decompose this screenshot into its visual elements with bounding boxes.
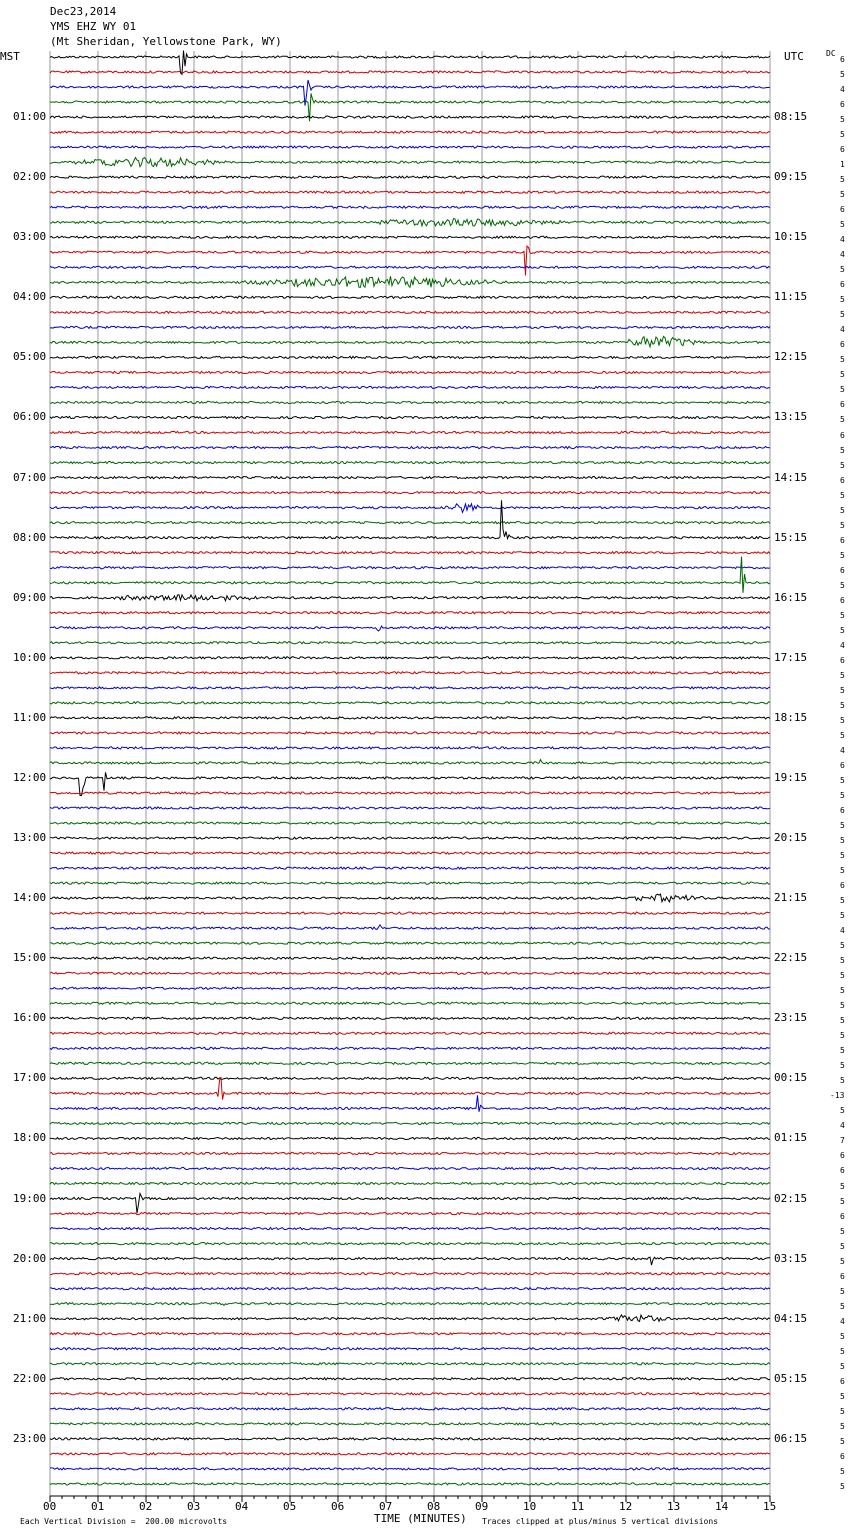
dc-value: 5 (840, 715, 845, 725)
trace-line (50, 972, 770, 974)
dc-value: 5 (840, 370, 845, 380)
chart-station: YMS EHZ WY 01 (50, 20, 137, 33)
x-tick-label: 14 (715, 1500, 729, 1513)
trace-line (50, 717, 770, 719)
x-tick-label: 12 (619, 1500, 633, 1513)
clip-note: Traces clipped at plus/minus 5 vertical divisions (482, 1517, 719, 1526)
dc-value: 5 (840, 836, 845, 846)
hour-label-utc: 03:15 (774, 1251, 808, 1265)
dc-value: 5 (840, 730, 845, 740)
dc-value: 5 (840, 415, 845, 425)
dc-value: 5 (840, 265, 845, 275)
hour-label-utc: 00:15 (774, 1071, 808, 1085)
hour-label-mst: 18:00 (13, 1131, 47, 1145)
trace-line (50, 1002, 770, 1004)
dc-value: 5 (840, 580, 845, 590)
dc-value: 5 (840, 1346, 845, 1356)
dc-value: 5 (840, 685, 845, 695)
trace-line (50, 1408, 770, 1410)
trace-line (50, 807, 770, 809)
trace-line (50, 116, 770, 118)
dc-value: 5 (840, 445, 845, 455)
hour-label-mst: 05:00 (13, 350, 47, 364)
trace-line (50, 822, 770, 824)
hour-label-utc: 02:15 (774, 1191, 808, 1205)
dc-value: 6 (840, 475, 845, 485)
hour-label-mst: 21:00 (13, 1311, 47, 1325)
hour-label-mst: 04:00 (13, 290, 47, 304)
trace-line (50, 657, 770, 659)
hour-label-utc: 06:15 (774, 1431, 808, 1445)
trace-line (50, 158, 770, 167)
hour-label-mst: 15:00 (13, 951, 47, 965)
trace-line (50, 356, 770, 358)
dc-value: 6 (840, 205, 845, 215)
chart-date: Dec23,2014 (50, 5, 117, 18)
trace-line (50, 1228, 770, 1230)
dc-value: 5 (840, 1106, 845, 1116)
dc-value: 7 (840, 1136, 845, 1146)
hour-label-mst: 13:00 (13, 831, 47, 845)
trace-line (50, 672, 770, 674)
dc-value: 5 (840, 700, 845, 710)
dc-value: 5 (840, 790, 845, 800)
trace-line (50, 386, 770, 388)
right-timezone-label: UTC (784, 50, 804, 63)
trace-line (50, 236, 770, 238)
trace-line (50, 867, 770, 869)
dc-value: 5 (840, 1421, 845, 1431)
dc-value: 5 (840, 1241, 845, 1251)
dc-value: 5 (840, 1046, 845, 1056)
trace-line (50, 612, 770, 614)
trace-line (50, 1273, 770, 1275)
trace-line (50, 311, 770, 313)
x-tick-label: 15 (763, 1500, 777, 1513)
dc-value: 4 (840, 640, 845, 650)
trace-line (50, 1363, 770, 1365)
trace-line (50, 1453, 770, 1455)
trace-line (50, 446, 770, 448)
dc-value: 5 (840, 1031, 845, 1041)
dc-value: 6 (840, 100, 845, 110)
trace-line (50, 1315, 770, 1322)
trace-line (50, 416, 770, 418)
dc-value: 5 (840, 911, 845, 921)
hour-label-mst: 23:00 (13, 1431, 47, 1445)
x-axis-title: TIME (MINUTES) (374, 1512, 467, 1525)
trace-line (50, 1077, 770, 1079)
dc-value: 5 (840, 1406, 845, 1416)
dc-value: 6 (840, 595, 845, 605)
x-tick-label: 10 (523, 1500, 537, 1513)
scale-note: Each Vertical Division = 200.00 microvolts (20, 1517, 228, 1526)
dc-value: 5 (840, 520, 845, 530)
trace-line (50, 1212, 770, 1214)
dc-value: 5 (840, 130, 845, 140)
dc-value: 5 (840, 1301, 845, 1311)
trace-line (50, 1095, 770, 1111)
hour-label-mst: 20:00 (13, 1251, 47, 1265)
trace-line (50, 219, 770, 226)
dc-value: 5 (840, 1331, 845, 1341)
hour-label-utc: 09:15 (774, 170, 808, 184)
trace-line (50, 504, 770, 513)
trace-line (50, 1423, 770, 1425)
dc-value: 4 (840, 250, 845, 260)
dc-value: 6 (840, 1376, 845, 1386)
trace-line (50, 687, 770, 689)
dc-value: 5 (840, 625, 845, 635)
trace-line (50, 894, 770, 902)
dc-value: 5 (840, 1181, 845, 1191)
trace-line (50, 702, 770, 704)
trace-line (50, 1243, 770, 1245)
trace-line (50, 1303, 770, 1306)
trace-line (50, 1257, 770, 1265)
trace-line (50, 1137, 770, 1139)
hour-label-utc: 23:15 (774, 1011, 808, 1025)
dc-value: 5 (840, 1466, 845, 1476)
hour-label-utc: 19:15 (774, 770, 808, 784)
dc-value: 4 (840, 85, 845, 95)
trace-line (50, 131, 770, 133)
dc-value: 6 (840, 55, 845, 64)
dc-value: 5 (840, 175, 845, 185)
x-tick-label: 01 (91, 1500, 105, 1513)
hour-label-mst: 19:00 (13, 1191, 47, 1205)
hour-label-utc: 13:15 (774, 410, 808, 424)
trace-line (50, 925, 770, 930)
trace-line (50, 326, 770, 328)
hour-label-utc: 16:15 (774, 590, 808, 604)
dc-value: 1 (840, 160, 845, 170)
trace-line (50, 837, 770, 839)
hour-label-utc: 20:15 (774, 831, 808, 845)
trace-line (50, 276, 770, 287)
hour-label-utc: 05:15 (774, 1371, 808, 1385)
trace-line (50, 882, 770, 884)
trace-line (50, 942, 770, 944)
dc-value: 5 (840, 1016, 845, 1026)
x-tick-label: 03 (187, 1500, 201, 1513)
dc-value: 5 (840, 1061, 845, 1071)
dc-value: 5 (840, 385, 845, 395)
hour-label-utc: 14:15 (774, 470, 808, 484)
dc-value: 5 (840, 851, 845, 861)
trace-line (50, 492, 770, 494)
dc-value: 6 (840, 565, 845, 575)
hour-label-mst: 02:00 (13, 170, 47, 184)
dc-value: 6 (840, 1271, 845, 1281)
dc-value: 6 (840, 145, 845, 155)
trace-line (50, 912, 770, 914)
trace-line (50, 1483, 770, 1485)
dc-value: 5 (840, 896, 845, 906)
dc-value: 6 (840, 760, 845, 770)
dc-value: 5 (840, 866, 845, 876)
hour-label-utc: 15:15 (774, 530, 808, 544)
hour-label-mst: 07:00 (13, 470, 47, 484)
dc-value: 5 (840, 1481, 845, 1491)
hour-label-mst: 22:00 (13, 1371, 47, 1385)
trace-line (50, 1393, 770, 1395)
hour-label-utc: 12:15 (774, 350, 808, 364)
dc-value: 5 (840, 1196, 845, 1206)
hour-label-mst: 01:00 (13, 110, 47, 124)
trace-line (50, 747, 770, 749)
dc-value: 6 (840, 430, 845, 440)
dc-value: 5 (840, 971, 845, 981)
hour-label-mst: 14:00 (13, 891, 47, 905)
trace-line (50, 987, 770, 989)
dc-value: 6 (840, 806, 845, 815)
hour-label-mst: 11:00 (13, 710, 47, 724)
trace-line (50, 1122, 770, 1124)
trace-line (50, 595, 770, 601)
hour-label-mst: 17:00 (13, 1071, 47, 1085)
dc-value: 5 (840, 610, 845, 620)
trace-line (50, 371, 770, 373)
trace-line (50, 957, 770, 959)
hour-label-mst: 16:00 (13, 1011, 47, 1025)
hour-label-utc: 01:15 (774, 1131, 808, 1145)
dc-value: 5 (840, 295, 845, 305)
hour-label-utc: 11:15 (774, 290, 808, 304)
trace-line (50, 792, 770, 794)
hour-label-utc: 04:15 (774, 1311, 808, 1325)
trace-line (50, 500, 770, 538)
hour-label-mst: 09:00 (13, 590, 47, 604)
trace-line (50, 760, 770, 765)
x-tick-label: 11 (571, 1500, 585, 1513)
hour-label-mst: 08:00 (13, 530, 47, 544)
trace-line (50, 1152, 770, 1154)
hour-label-utc: 18:15 (774, 710, 808, 724)
dc-value: 4 (840, 325, 845, 335)
x-tick-label: 08 (427, 1500, 441, 1513)
dc-value: 5 (840, 490, 845, 500)
trace-line (50, 51, 770, 75)
x-tick-label: 00 (43, 1500, 57, 1513)
trace-line (50, 557, 770, 593)
x-tick-label: 13 (667, 1500, 681, 1513)
dc-value: 5 (840, 1226, 845, 1236)
dc-value: 5 (840, 821, 845, 831)
dc-label: DC (826, 49, 836, 58)
dc-value: 5 (840, 190, 845, 200)
dc-value: 5 (840, 115, 845, 125)
dc-value: 5 (840, 70, 845, 80)
dc-value: 4 (840, 1121, 845, 1131)
trace-line (50, 1438, 770, 1440)
trace-line (50, 626, 770, 631)
trace-line (50, 296, 770, 298)
dc-value: 5 (840, 986, 845, 996)
dc-value: 6 (840, 655, 845, 665)
dc-value: 5 (840, 505, 845, 515)
dc-value: 5 (840, 1286, 845, 1296)
x-tick-label: 04 (235, 1500, 249, 1513)
hour-label-mst: 12:00 (13, 770, 47, 784)
dc-value: 4 (840, 235, 845, 245)
x-tick-label: 02 (139, 1500, 153, 1513)
hour-label-utc: 10:15 (774, 230, 808, 244)
dc-value: 6 (840, 400, 845, 410)
dc-value: 6 (840, 881, 845, 891)
trace-line (50, 336, 770, 347)
trace-line (50, 522, 770, 524)
chart-location: (Mt Sheridan, Yellowstone Park, WY) (50, 35, 282, 48)
trace-line (50, 176, 770, 178)
dc-value: 5 (840, 1391, 845, 1401)
dc-value: 5 (840, 1436, 845, 1446)
dc-value: 4 (840, 745, 845, 755)
hour-label-utc: 08:15 (774, 110, 808, 124)
trace-line (50, 401, 770, 403)
dc-value: 5 (840, 1361, 845, 1371)
dc-value: 6 (840, 535, 845, 545)
dc-value: 5 (840, 956, 845, 966)
trace-line (50, 552, 770, 554)
trace-line (50, 1333, 770, 1335)
left-timezone-label: MST (0, 50, 20, 63)
dc-value: 5 (840, 550, 845, 560)
trace-line (50, 461, 770, 463)
dc-value: -13 (830, 1091, 845, 1101)
hour-label-utc: 21:15 (774, 891, 808, 905)
dc-value: 5 (840, 310, 845, 320)
dc-value: 4 (840, 926, 845, 936)
dc-value: 5 (840, 941, 845, 951)
dc-value: 6 (840, 1451, 845, 1461)
trace-line (50, 1167, 770, 1169)
dc-value: 6 (840, 1211, 845, 1221)
dc-value: 5 (840, 1256, 845, 1266)
trace-line (50, 477, 770, 479)
trace-line (50, 246, 770, 275)
dc-value: 5 (840, 355, 845, 365)
dc-value: 6 (840, 280, 845, 290)
trace-line (50, 1032, 770, 1034)
trace-line (50, 567, 770, 569)
trace-line (50, 1077, 770, 1099)
x-tick-label: 06 (331, 1500, 345, 1513)
trace-line (50, 852, 770, 854)
dc-value: 5 (840, 775, 845, 785)
trace-line (50, 1348, 770, 1350)
dc-value: 6 (840, 1151, 845, 1161)
trace-line (50, 1062, 770, 1064)
trace-line (50, 1047, 770, 1049)
trace-line (50, 71, 770, 73)
x-tick-label: 09 (475, 1500, 489, 1513)
dc-value: 6 (840, 1166, 845, 1176)
trace-line (50, 1194, 770, 1214)
trace-line (50, 1182, 770, 1184)
dc-value: 5 (840, 460, 845, 470)
trace-line (50, 1288, 770, 1290)
trace-line (50, 431, 770, 433)
trace-line (50, 1378, 770, 1380)
trace-line (50, 642, 770, 644)
dc-value: 5 (840, 1001, 845, 1011)
hour-label-utc: 22:15 (774, 951, 808, 965)
x-tick-label: 07 (379, 1500, 393, 1513)
dc-value: 6 (840, 340, 845, 350)
trace-line (50, 1468, 770, 1470)
x-tick-label: 05 (283, 1500, 297, 1513)
trace-line (50, 266, 770, 268)
trace-line (50, 206, 770, 208)
trace-line (50, 732, 770, 734)
trace-line (50, 146, 770, 148)
dc-value: 5 (840, 670, 845, 680)
hour-label-mst: 03:00 (13, 230, 47, 244)
hour-label-mst: 10:00 (13, 650, 47, 664)
hour-label-utc: 17:15 (774, 650, 808, 664)
trace-line (50, 1017, 770, 1019)
hour-label-mst: 06:00 (13, 410, 47, 424)
dc-value: 5 (840, 220, 845, 230)
dc-value: 5 (840, 1076, 845, 1086)
trace-line (50, 191, 770, 193)
dc-value: 4 (840, 1316, 845, 1326)
